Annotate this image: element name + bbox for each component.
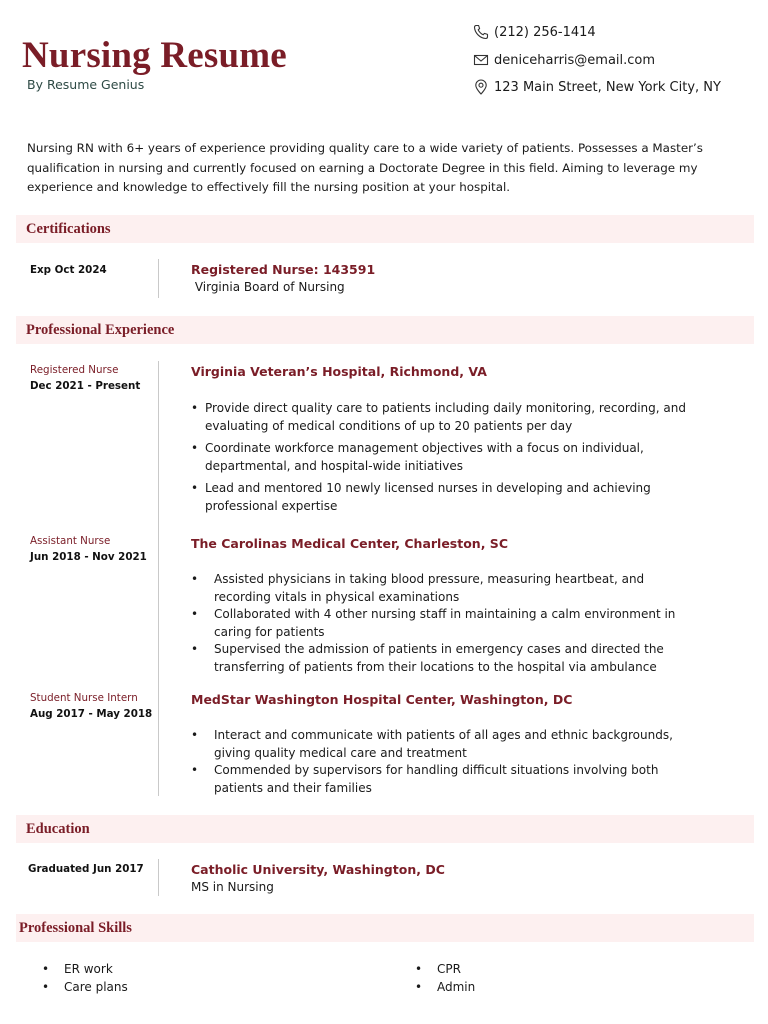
section-header-experience: Professional Experience [16,316,754,344]
divider-line [158,259,159,298]
job-role: Assistant Nurse [30,535,111,547]
job-employer: The Carolinas Medical Center, Charleston, SC [191,536,508,551]
address-text: 123 Main Street, New York City, NY [494,79,721,95]
certification-issuer: Virginia Board of Nursing [191,280,345,294]
list-item: • Lead and mentored 10 newly licensed nurses in developing and achieving professional expertise [205,480,705,515]
certification-date: Exp Oct 2024 [30,264,107,276]
education-school: Catholic University, Washington, DC [191,862,445,877]
skills-list-right [437,960,475,996]
contact-address [473,77,721,97]
job-employer: MedStar Washington Hospital Center, Washington, DC [191,692,573,707]
job-bullets [205,400,745,515]
list-item: • Provide direct quality care to patients including daily monitoring, recording, and evaluating of medical conditions of up to 20 patients per day [205,400,745,435]
list-item: • Assisted physicians in taking blood pressure, measuring heartbeat, and recording vitals in physical examinations [214,571,684,606]
list-item: • CPR [437,960,475,978]
skills-list-left [64,960,128,996]
job-bullets [214,727,684,797]
list-item: • Collaborated with 4 other nursing staff in maintaining a calm environment in caring for patients [214,606,684,641]
list-item: • Coordinate workforce management objectives with a focus on individual, departmental, and hospital-wide initiatives [205,440,705,475]
list-item: • Supervised the admission of patients in emergency cases and directed the transferring of patients from their locations to the hospital via ambulance [214,641,684,676]
list-item: • Commended by supervisors for handling difficult situations involving both patients and their families [214,762,684,797]
job-bullets [214,571,684,676]
professional-summary: Nursing RN with 6+ years of experience providing quality care to a wide variety of patients. Possesses a Master’s qualification in nursing and currently focused on earning a Doctorate Degree in this field. Aiming to leverage my experience and knowledge to effectively fill the nursing position at your hospital. [27,141,703,194]
envelope-icon [473,52,489,68]
education-date: Graduated Jun 2017 [28,863,144,875]
phone-icon [473,24,489,40]
contact-email [473,50,655,70]
byline: By Resume Genius [27,77,145,92]
section-header-education: Education [16,815,754,843]
job-employer: Virginia Veteran’s Hospital, Richmond, VA [191,364,487,379]
divider-line [158,361,159,796]
job-dates: Jun 2018 - Nov 2021 [30,551,147,563]
contact-phone [473,22,596,42]
education-degree: MS in Nursing [191,880,274,894]
list-item: • ER work [64,960,128,978]
email-text: deniceharris@email.com [494,52,656,68]
resume-title: Nursing Resume [22,35,287,76]
section-header-certifications: Certifications [16,215,754,243]
divider-line [158,859,159,896]
job-role: Registered Nurse [30,364,119,376]
list-item: • Interact and communicate with patients of all ages and ethnic backgrounds, giving quality medical care and treatment [214,727,684,762]
phone-text: (212) 256-1414 [494,24,596,40]
job-role: Student Nurse Intern [30,692,138,704]
certification-title: Registered Nurse: 143591 [191,262,376,277]
list-item: • Care plans [64,978,128,996]
job-dates: Aug 2017 - May 2018 [30,708,153,720]
job-dates: Dec 2021 - Present [30,380,141,392]
map-pin-icon [473,79,489,95]
section-header-skills: Professional Skills [16,914,754,942]
list-item: • Admin [437,978,475,996]
